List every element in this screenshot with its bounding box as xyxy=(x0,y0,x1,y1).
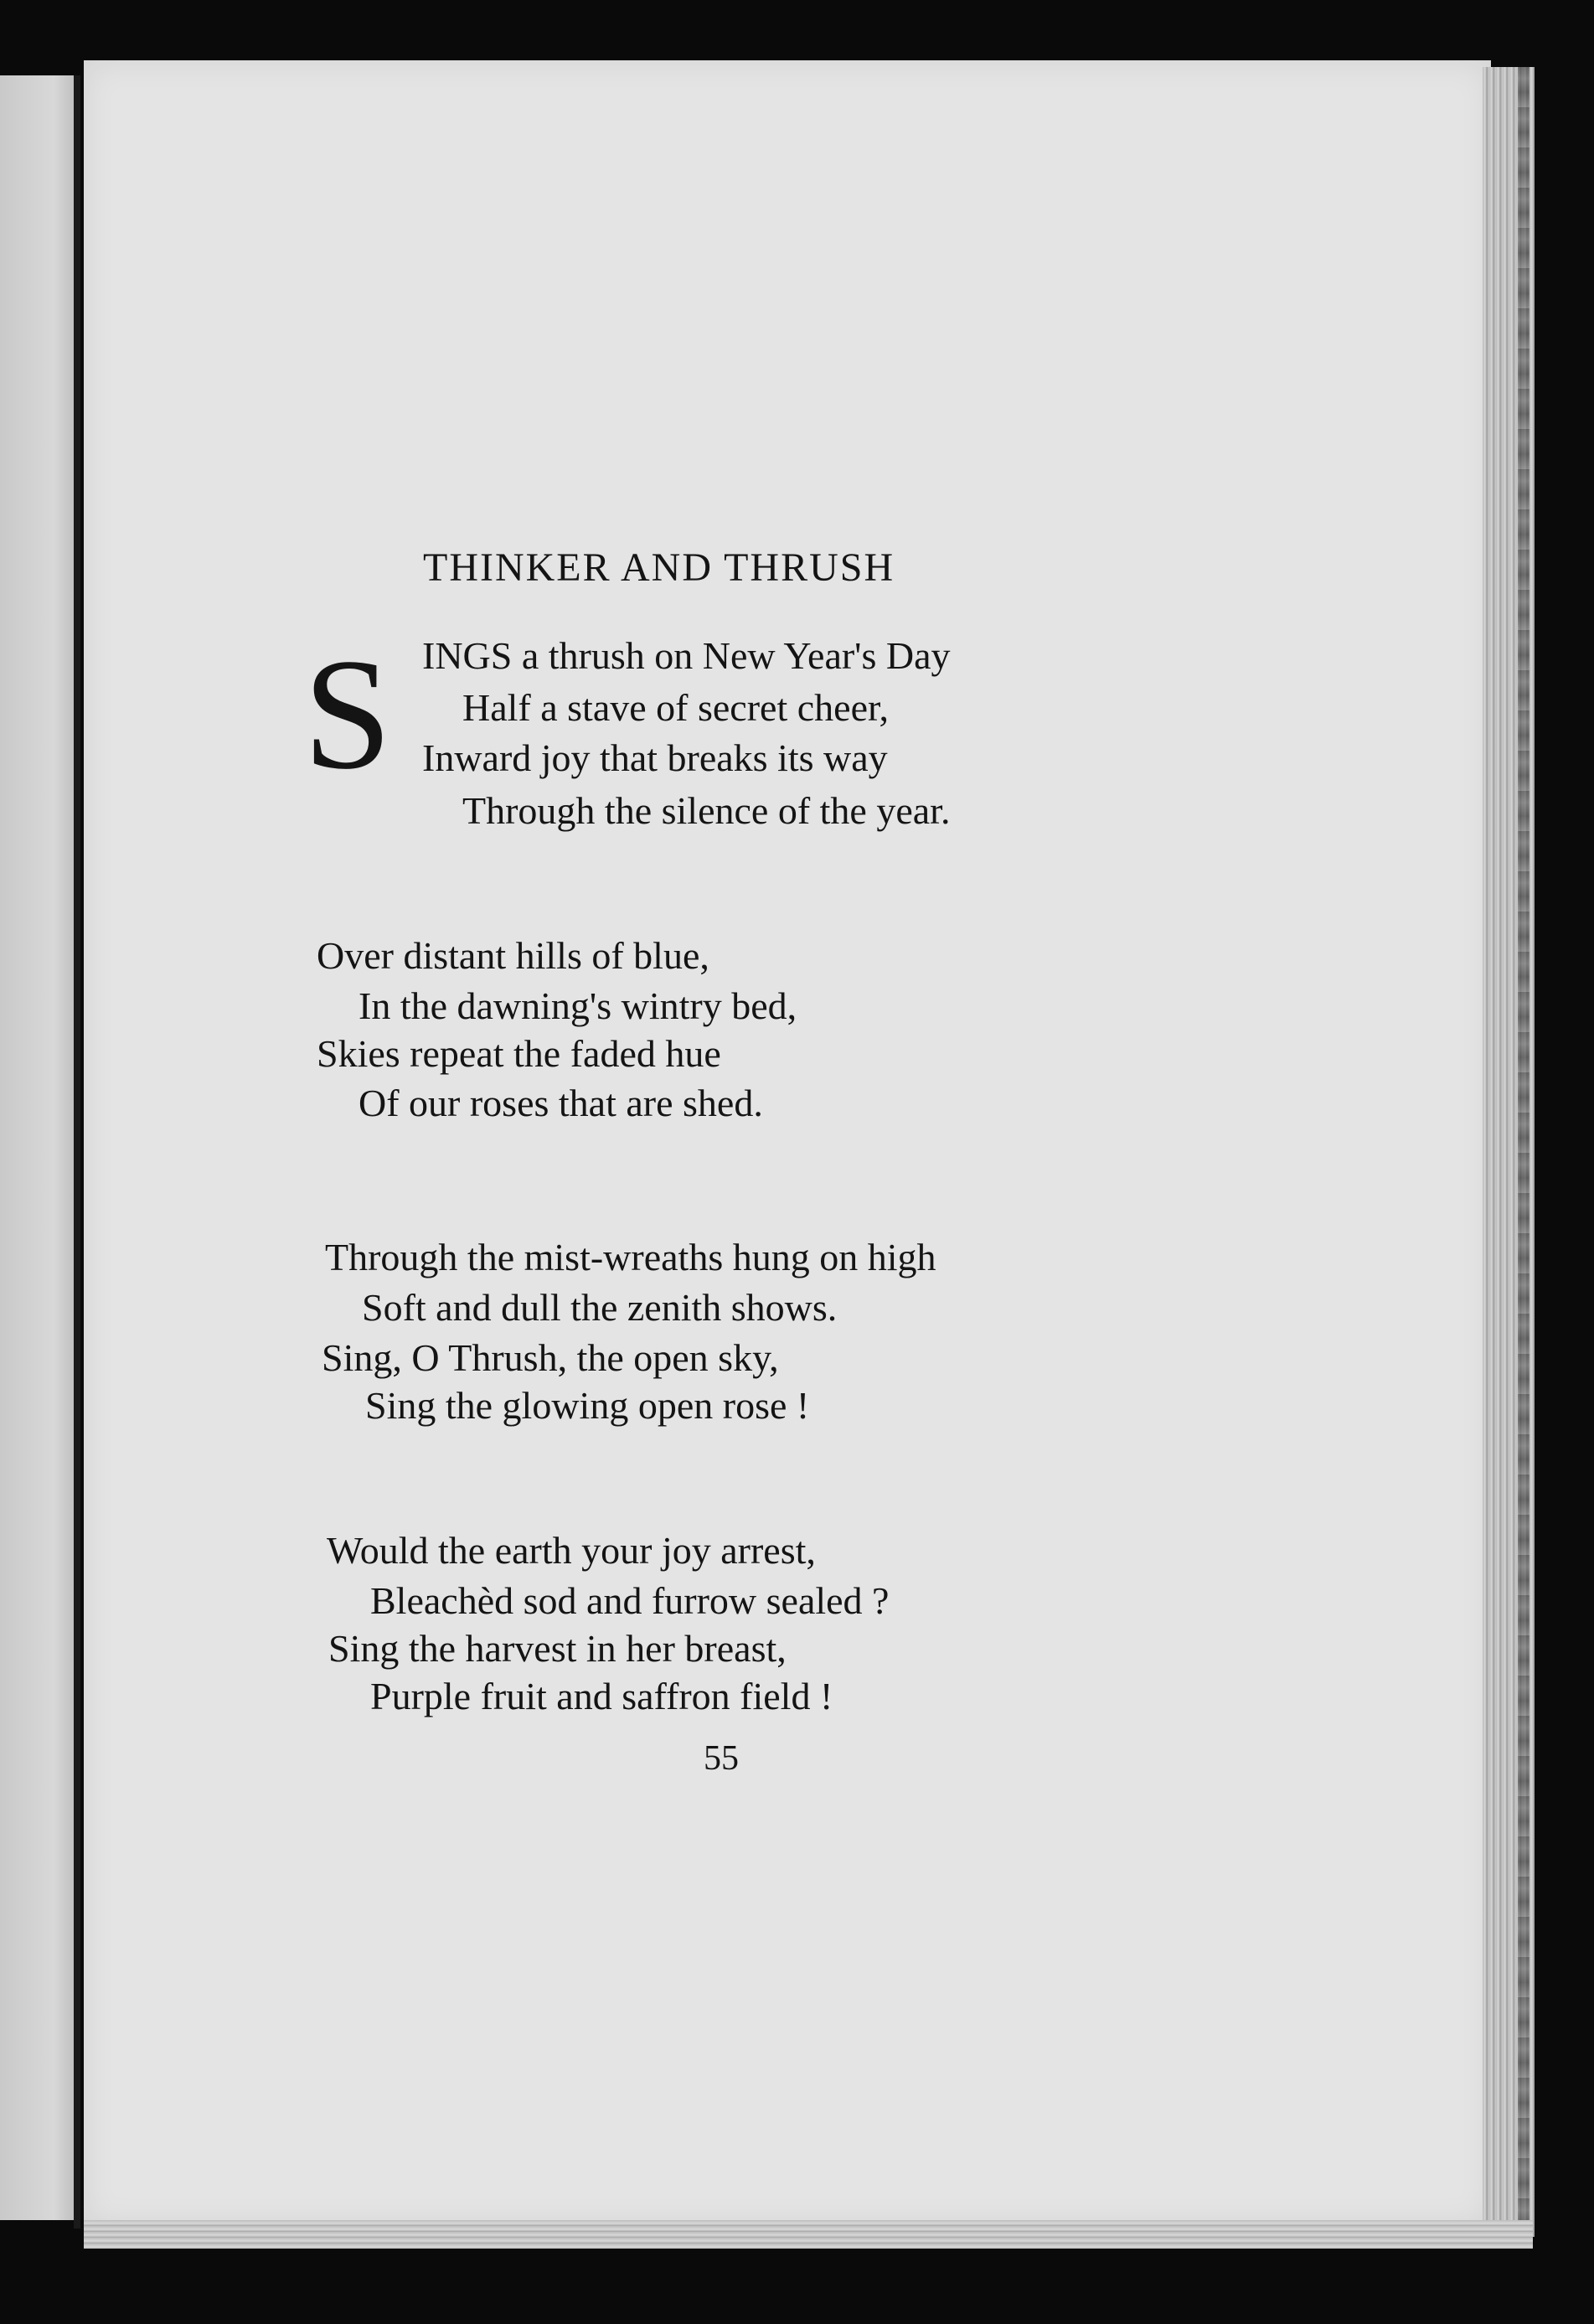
stanza-4-line-2: Bleachèd sod and furrow sealed ? xyxy=(370,1579,890,1622)
stanza-2-line-1: Over distant hills of blue, xyxy=(317,934,709,977)
stanza-3-line-1: Through the mist-wreaths hung on high xyxy=(325,1236,936,1278)
stanza-1-line-3: Inward joy that breaks its way xyxy=(422,736,888,779)
stanza-1-line-4: Through the silence of the year. xyxy=(462,789,951,832)
book-page xyxy=(84,60,1491,2226)
stanza-2-line-2: In the dawning's wintry bed, xyxy=(359,984,797,1027)
stanza-2-line-4: Of our roses that are shed. xyxy=(359,1082,763,1124)
drop-cap: S xyxy=(303,627,392,803)
stanza-1-line-2: Half a stave of secret cheer, xyxy=(462,686,889,729)
bottom-page-edges xyxy=(84,2220,1533,2249)
page-number: 55 xyxy=(704,1739,739,1778)
facing-page-edge xyxy=(0,75,77,2220)
stanza-4-line-3: Sing the harvest in her breast, xyxy=(328,1627,787,1670)
stanza-3-line-3: Sing, O Thrush, the open sky, xyxy=(322,1336,779,1379)
page-edge-shadow xyxy=(1518,67,1530,2237)
stanza-3-line-4: Sing the glowing open rose ! xyxy=(365,1384,810,1427)
stanza-1-line-1: INGS a thrush on New Year's Day xyxy=(422,634,951,677)
stanza-2-line-3: Skies repeat the faded hue xyxy=(317,1032,721,1075)
gutter xyxy=(74,75,80,2228)
stanza-4-line-4: Purple fruit and saffron field ! xyxy=(370,1675,833,1717)
stanza-3-line-2: Soft and dull the zenith shows. xyxy=(362,1286,838,1329)
poem-title: THINKER AND THRUSH xyxy=(423,545,895,590)
stanza-4-line-1: Would the earth your joy arrest, xyxy=(327,1529,816,1572)
